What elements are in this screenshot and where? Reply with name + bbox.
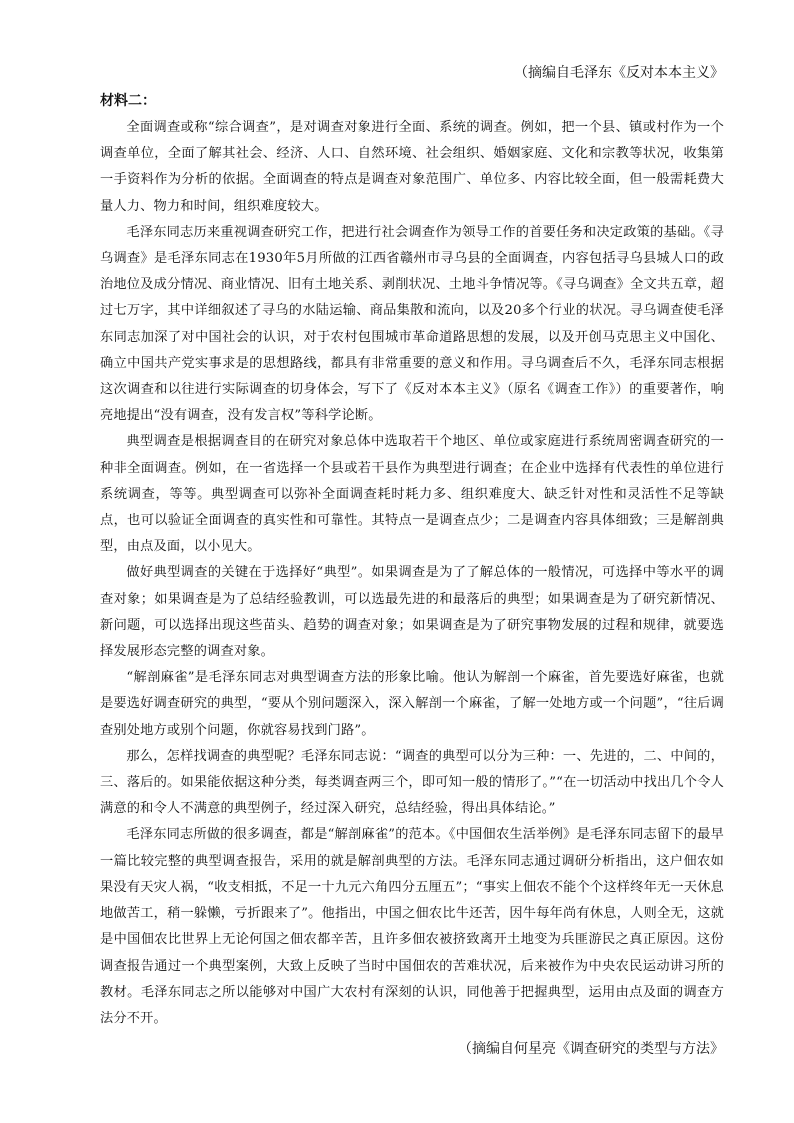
paragraph-5: “解剖麻雀”是毛泽东同志对典型调查方法的形象比喻。他认为解剖一个麻雀，首先要选好麻雀，也就是要选好调查研究的典型，“要从个别问题深入，深入解剖一个麻雀，了解一处地方或一个问题”，“往后调查别处地方或别个问题，你就容易找到门路”。 [100, 670, 724, 738]
paragraph-1: 全面调查或称“综合调查”，是对调查对象进行全面、系统的调查。例如，把一个县、镇或村作为一个调查单位，全面了解其社会、经济、人口、自然环境、社会组织、婚姻家庭、文化和宗教等状况，收集第一手资料作为分析的依据。全面调查的特点是调查对象范围广、单位多、内容比较全面，但一般需耗费大量人力、物力和时间，组织难度较大。 [100, 120, 724, 214]
paragraph-7: 毛泽东同志所做的很多调查，都是“解剖麻雀”的范本。《中国佃农生活举例》是毛泽东同志留下的最早一篇比较完整的典型调查报告，采用的就是解剖典型的方法。毛泽东同志通过调研分析指出，这户佃农如果没有天灾人祸，“收支相抵，不足一十九元六角四分五厘五”；“事实上佃农不能个个这样终年无一天休息地做苦工，稍一躲懒，亏折跟来了”。他指出，中国之佃农比牛还苦，因牛每年尚有休息，人则全无，这就是中国佃农比世界上无论何国之佃农都辛苦，且许多佃农被挤致离开土地变为兵匪游民之真正原因。这份调查报告通过一个典型案例，大致上反映了当时中国佃农的苦难状况，后来被作为中央农民运动讲习所的教材。毛泽东同志之所以能够对中国广大农村有深刻的认识，同他善于把握典型，运用由点及面的调查方法分不开。 [100, 827, 724, 1026]
section-title: 材料二： [100, 93, 156, 109]
source-citation-bottom: （摘编自何星亮《调查研究的类型与方法》 [458, 1041, 724, 1058]
source-citation-top: （摘编自毛泽东《反对本本主义》 [514, 65, 724, 81]
paragraph-3: 典型调查是根据调查目的在研究对象总体中选取若干个地区、单位或家庭进行系统周密调查研究的一种非全面调查。例如，在一省选择一个县或若干县作为典型进行调查；在企业中选择有代表性的单位进行系统调查，等等。典型调查可以弥补全面调查耗时耗力多、组织难度大、缺乏针对性和灵活性不足等缺点，也可以验证全面调查的真实性和可靠性。其特点一是调查点少；二是调查内容具体细致；三是解剖典型，由点及面，以小见大。 [100, 434, 724, 555]
paragraph-2: 毛泽东同志历来重视调查研究工作，把进行社会调查作为领导工作的首要任务和决定政策的基础。《寻乌调查》是毛泽东同志在1930年5月所做的江西省赣州市寻乌县的全面调查，内容包括寻乌县城人口的政治地位及成分情况、商业情况、旧有土地关系、剥削状况、土地斗争情况等。《寻乌调查》全文共五章，超过七万字，其中详细叙述了寻乌的水陆运输、商品集散和流向，以及20多个行业的状况。寻乌调查使毛泽东同志加深了对中国社会的认识，对于农村包围城市革命道路思想的发展，以及开创马克思主义中国化、确立中国共产党实事求是的思想路线，都具有非常重要的意义和作用。寻乌调查后不久，毛泽东同志根据这次调查和以往进行实际调查的切身体会，写下了《反对本本主义》（原名《调查工作》）的重要著作，响亮地提出“没有调查，没有发言权”等科学论断。 [100, 224, 724, 424]
paragraph-4: 做好典型调查的关键在于选择好“典型”。如果调查是为了了解总体的一般情况，可选择中等水平的调查对象；如果调查是为了总结经验教训，可以选最先进的和最落后的典型；如果调查是为了研究新情况、新问题，可以选择出现这些苗头、趋势的调查对象；如果调查是为了研究事物发展的过程和规律，就要选择发展形态完整的调查对象。 [100, 565, 724, 660]
paragraph-6: 那么，怎样找调查的典型呢？毛泽东同志说：“调查的典型可以分为三种：一、先进的，二、中间的，三、落后的。如果能依据这种分类，每类调查两三个，即可知一般的情形了。”“在一切活动中找出几个令人满意的和令人不满意的典型例子，经过深入研究，总结经验，得出具体结论。” [100, 748, 724, 817]
